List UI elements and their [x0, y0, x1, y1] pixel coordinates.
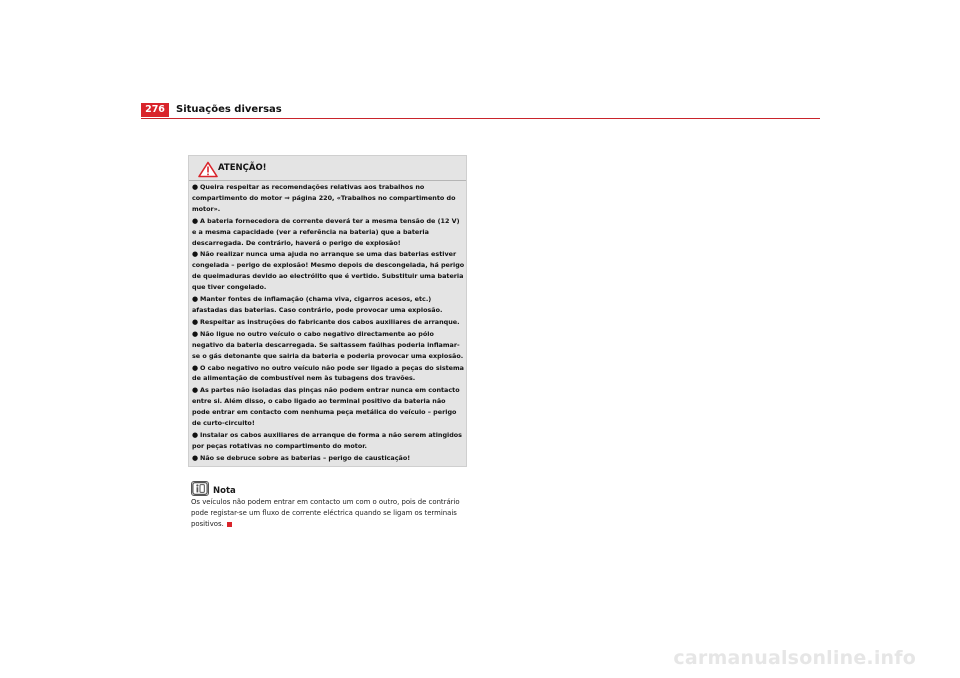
warning-item: ● Não se debruce sobre as baterias – perigo de causticação!	[192, 453, 411, 462]
section-title: Situações diversas	[176, 104, 282, 115]
bullet-icon: ●	[192, 386, 199, 395]
bullet-icon: ●	[192, 216, 199, 225]
warning-list	[192, 182, 465, 465]
warning-item: ● Não ligue no outro veículo o cabo negativo directamente ao pólo negativo da bateria descarregada. Se saltassem faúlhas poderia inflamar-se o gás detonante que sairia da bateria e poderia provocar uma explosão.	[192, 329, 464, 360]
watermark: carmanualsonline.info	[673, 647, 916, 669]
note-info-icon	[191, 481, 209, 496]
warning-item: ● Não realizar nunca uma ajuda no arranque se uma das baterias estiver congelada – perigo de explosão! Mesmo depois de descongelada, há perigo de queimaduras devido ao electrólito que é vertido. Substituir uma bateria que tiver congelado.	[192, 250, 465, 292]
bullet-icon: ●	[192, 363, 199, 372]
warning-item: ● O cabo negativo no outro veículo não pode ser ligado a peças do sistema de alimentação de combustível nem às tubagens dos travões.	[192, 363, 464, 383]
bullet-icon: ●	[192, 329, 199, 338]
warning-box	[188, 155, 467, 467]
warning-item: ● Queira respeitar as recomendações relativas aos trabalhos no compartimento do motor ⇒ página 220, «Trabalhos no compartimento do motor».	[192, 183, 456, 213]
bullet-icon: ●	[192, 317, 199, 326]
note-text: Os veículos não podem entrar em contacto um com o outro, pois de contrário pode registar-se um fluxo de corrente eléctrica quando se ligam os terminais positivos.	[191, 498, 460, 528]
bullet-icon: ●	[192, 430, 199, 439]
header-rule	[141, 118, 820, 119]
warning-item: ● Respeitar as instruções do fabricante dos cabos auxiliares de arranque.	[192, 317, 460, 326]
end-mark	[227, 522, 232, 527]
note-title: Nota	[213, 486, 236, 496]
bullet-icon: ●	[192, 183, 199, 191]
bullet-icon: ●	[192, 295, 199, 304]
warning-header	[189, 156, 466, 179]
bullet-icon: ●	[192, 250, 199, 259]
warning-title: ATENÇÃO!	[218, 163, 267, 173]
warning-divider	[189, 180, 466, 181]
bullet-icon: ●	[192, 453, 199, 462]
warning-triangle-icon	[198, 161, 218, 178]
warning-item: ● As partes não isoladas das pinças não podem entrar nunca em contacto entre si. Além disso, o cabo ligado ao terminal positivo da bateria não pode entrar em contacto com nenhuma peça metálica do veículo – perigo de curto-circuito!	[192, 386, 460, 428]
page-number: 276	[141, 103, 169, 117]
warning-item: ● Instalar os cabos auxiliares de arranque de forma a não serem atingidos por peças rotativas no compartimento do motor.	[192, 430, 462, 450]
warning-item: ● A bateria fornecedora de corrente deverá ter a mesma tensão de (12 V) e a mesma capacidade (ver a referência na bateria) que a bateria descarregada. De contrário, haverá o perigo de explosão!	[192, 216, 460, 247]
warning-item: ● Manter fontes de inflamação (chama viva, cigarros acesos, etc.) afastadas das baterias. Caso contrário, pode provocar uma explosão.	[192, 295, 443, 314]
